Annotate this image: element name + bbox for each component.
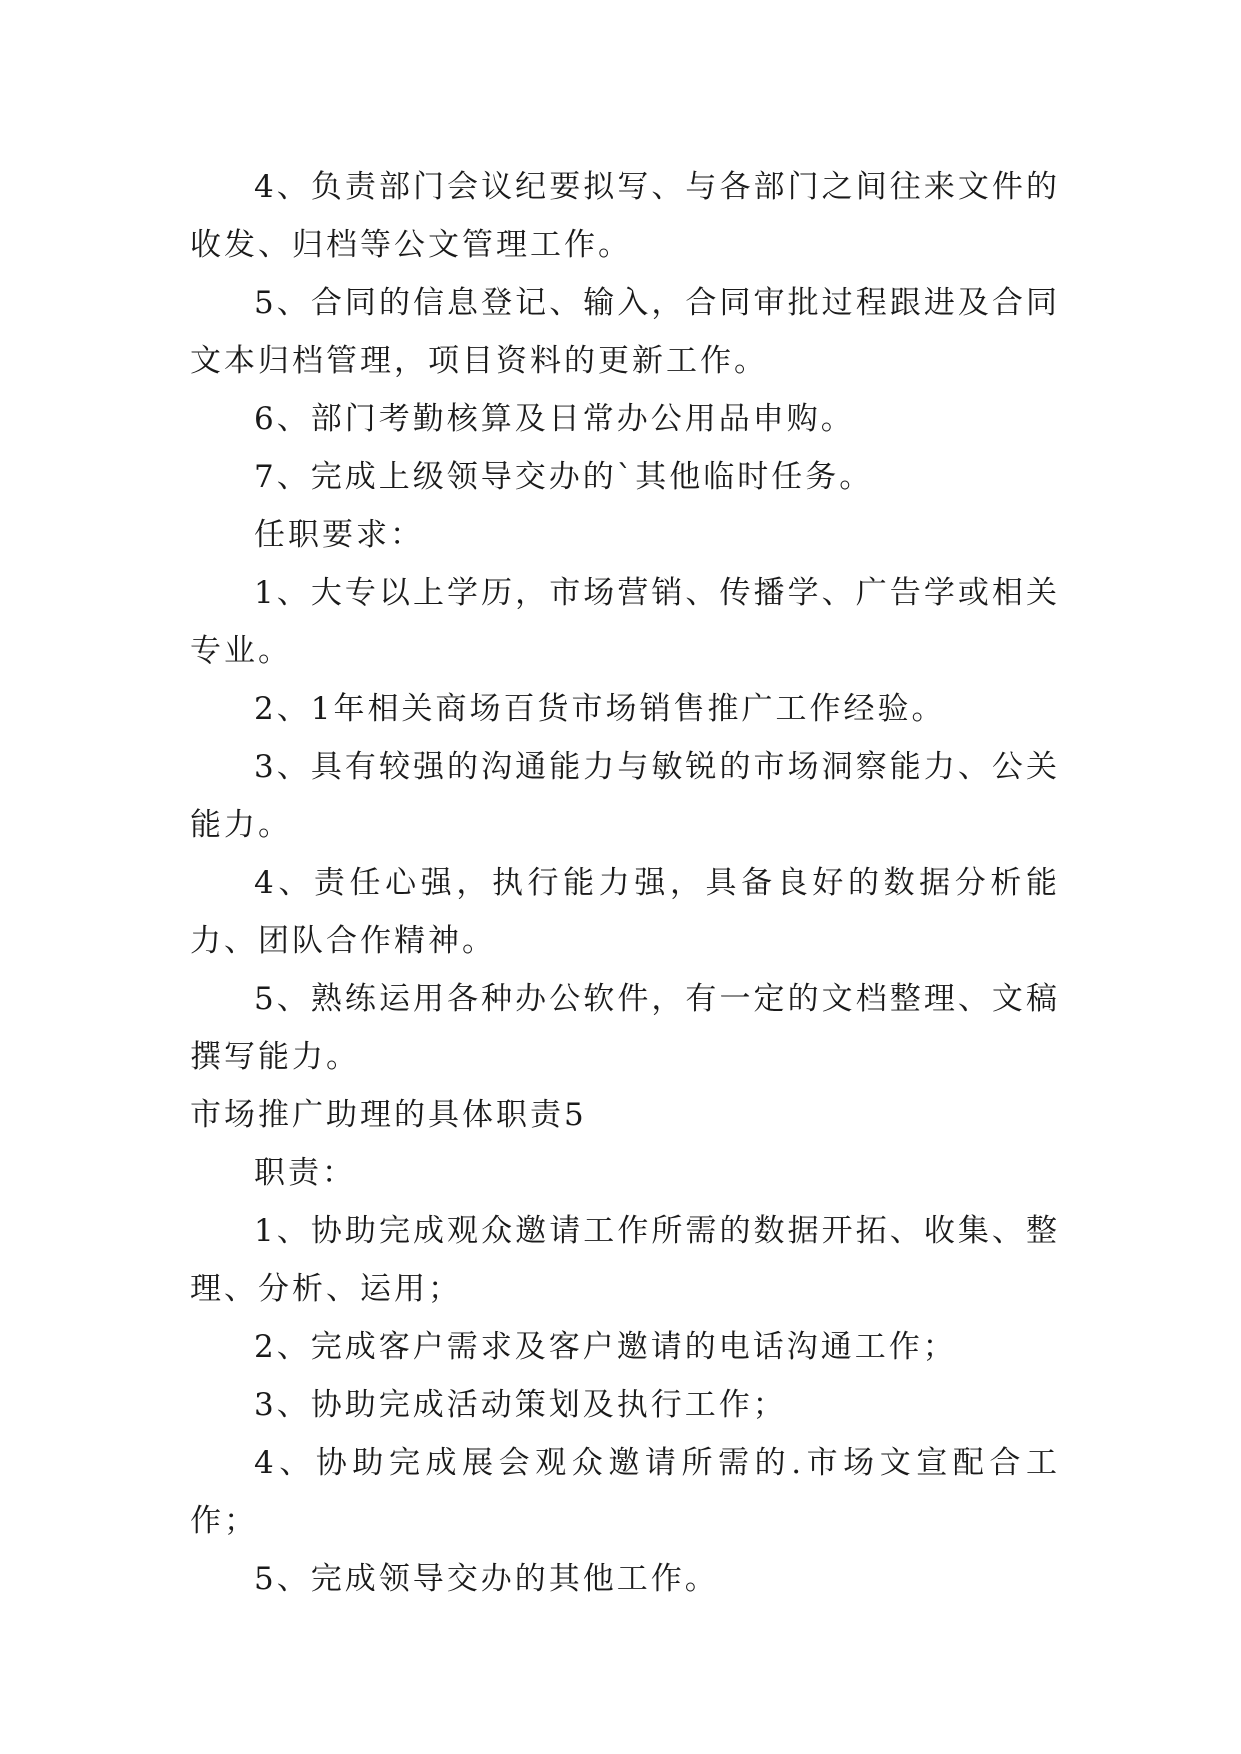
document-body — [190, 158, 1060, 1608]
section5-duty-item-5: 5、完成领导交办的其他工作。 — [254, 1561, 719, 1597]
section-heading: 市场推广助理的具体职责5 — [190, 1097, 587, 1133]
requirement-item-4: 4、责任心强，执行能力强，具备良好的数据分析能力、团队合作精神。 — [190, 865, 1060, 959]
requirement-item-2: 2、1年相关商场百货市场销售推广工作经验。 — [254, 691, 946, 727]
duty-item-6: 6、部门考勤核算及日常办公用品申购。 — [254, 401, 855, 437]
requirement-item-3: 3、具有较强的沟通能力与敏锐的市场洞察能力、公关能力。 — [190, 749, 1060, 843]
requirement-item-5: 5、熟练运用各种办公软件，有一定的文档整理、文稿撰写能力。 — [190, 981, 1060, 1075]
duty-item-7: 7、完成上级领导交办的`其他临时任务。 — [254, 459, 874, 495]
section5-duty-item-4: 4、协助完成展会观众邀请所需的.市场文宣配合工作； — [190, 1445, 1060, 1539]
duty-item-5: 5、合同的信息登记、输入，合同审批过程跟进及合同文本归档管理，项目资料的更新工作。 — [190, 285, 1060, 379]
duties-label: 职责： — [254, 1155, 356, 1191]
section5-duty-item-1: 1、协助完成观众邀请工作所需的数据开拓、收集、整理、分析、运用； — [190, 1213, 1060, 1307]
requirement-item-1: 1、大专以上学历，市场营销、传播学、广告学或相关专业。 — [190, 575, 1060, 669]
duty-item-4: 4、负责部门会议纪要拟写、与各部门之间往来文件的收发、归档等公文管理工作。 — [190, 169, 1060, 263]
requirements-label: 任职要求： — [254, 517, 424, 553]
section5-duty-item-3: 3、协助完成活动策划及执行工作； — [254, 1387, 787, 1423]
section5-duty-item-2: 2、完成客户需求及客户邀请的电话沟通工作； — [254, 1329, 957, 1365]
